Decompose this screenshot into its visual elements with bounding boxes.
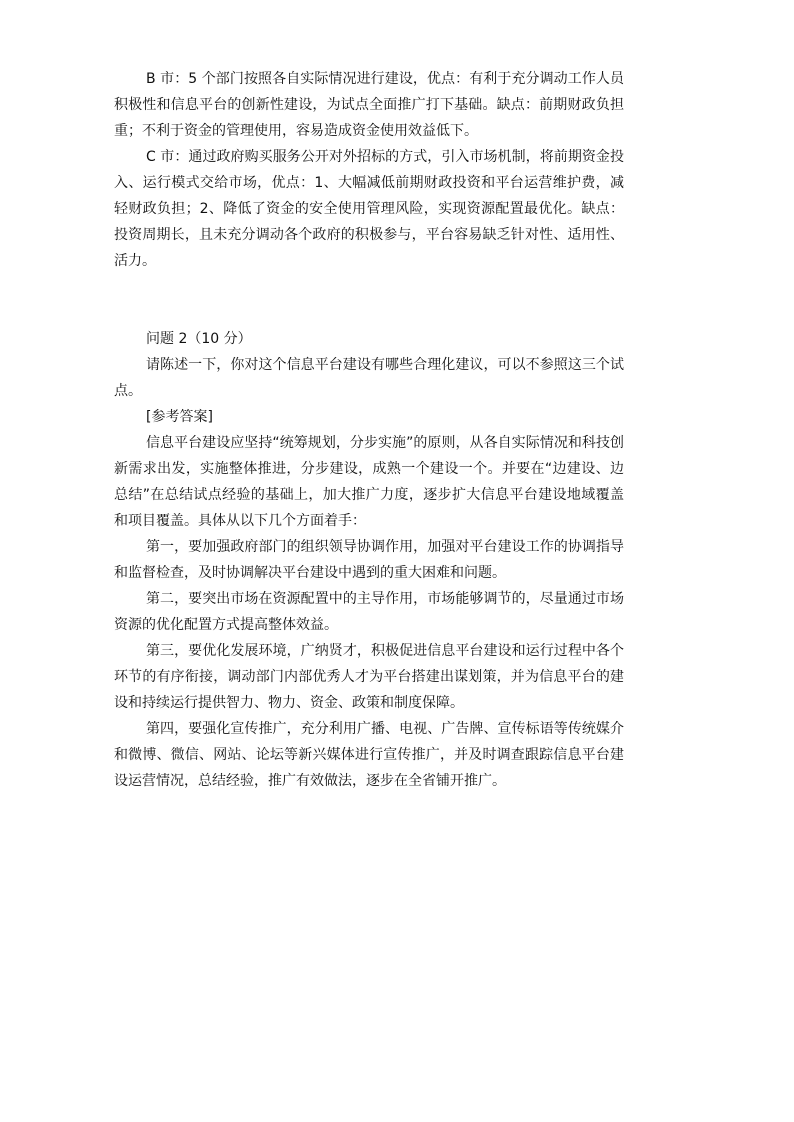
answer-label: [参考答案] <box>146 409 213 425</box>
paragraph-b-city: B 市：5 个部门按照各自实际情况进行建设，优点：有利于充分调动工作人员积极性和信息平台的创新性建设，为试点全面推广打下基础。缺点：前期财政负担重；不利于资金的管理使用，容易造成资金使用效益低下。 <box>114 71 624 139</box>
question-text: 请陈述一下，你对这个信息平台建设有哪些合理化建议，可以不参照这三个试点。 <box>114 357 624 399</box>
answer-point-1: 第一，要加强政府部门的组织领导协调作用，加强对平台建设工作的协调指导和监督检查，及时协调解决平台建设中遇到的重大困难和问题。 <box>114 539 624 581</box>
document-body <box>114 66 624 794</box>
answer-intro: 信息平台建设应坚持“统筹规划，分步实施”的原则，从各自实际情况和科技创新需求出发，实施整体推进，分步建设，成熟一个建设一个。并要在“边建设、边总结”在总结试点经验的基础上，加大推广力度，逐步扩大信息平台建设地域覆盖和项目覆盖。具体从以下几个方面着手： <box>114 435 624 529</box>
blank-gap <box>114 274 624 326</box>
answer-point-4: 第四，要强化宣传推广，充分利用广播、电视、广告牌、宣传标语等传统媒介和微博、微信、网站、论坛等新兴媒体进行宣传推广，并及时调查跟踪信息平台建设运营情况，总结经验，推广有效做法，逐步在全省铺开推广。 <box>114 721 624 789</box>
paragraph-c-city: C 市：通过政府购买服务公开对外招标的方式，引入市场机制，将前期资金投入、运行模式交给市场，优点：1、大幅减低前期财政投资和平台运营维护费，减轻财政负担；2、降低了资金的安全使用管理风险，实现资源配置最优化。缺点：投资周期长，且未充分调动各个政府的积极参与，平台容易缺乏针对性、适用性、活力。 <box>114 149 624 269</box>
answer-point-3: 第三，要优化发展环境，广纳贤才，积极促进信息平台建设和运行过程中各个环节的有序衔接，调动部门内部优秀人才为平台搭建出谋划策，并为信息平台的建设和持续运行提供智力、物力、资金、政策和制度保障。 <box>114 643 624 711</box>
question-title: 问题 2（10 分） <box>146 331 252 347</box>
answer-point-2: 第二，要突出市场在资源配置中的主导作用，市场能够调节的，尽量通过市场资源的优化配置方式提高整体效益。 <box>114 591 624 633</box>
